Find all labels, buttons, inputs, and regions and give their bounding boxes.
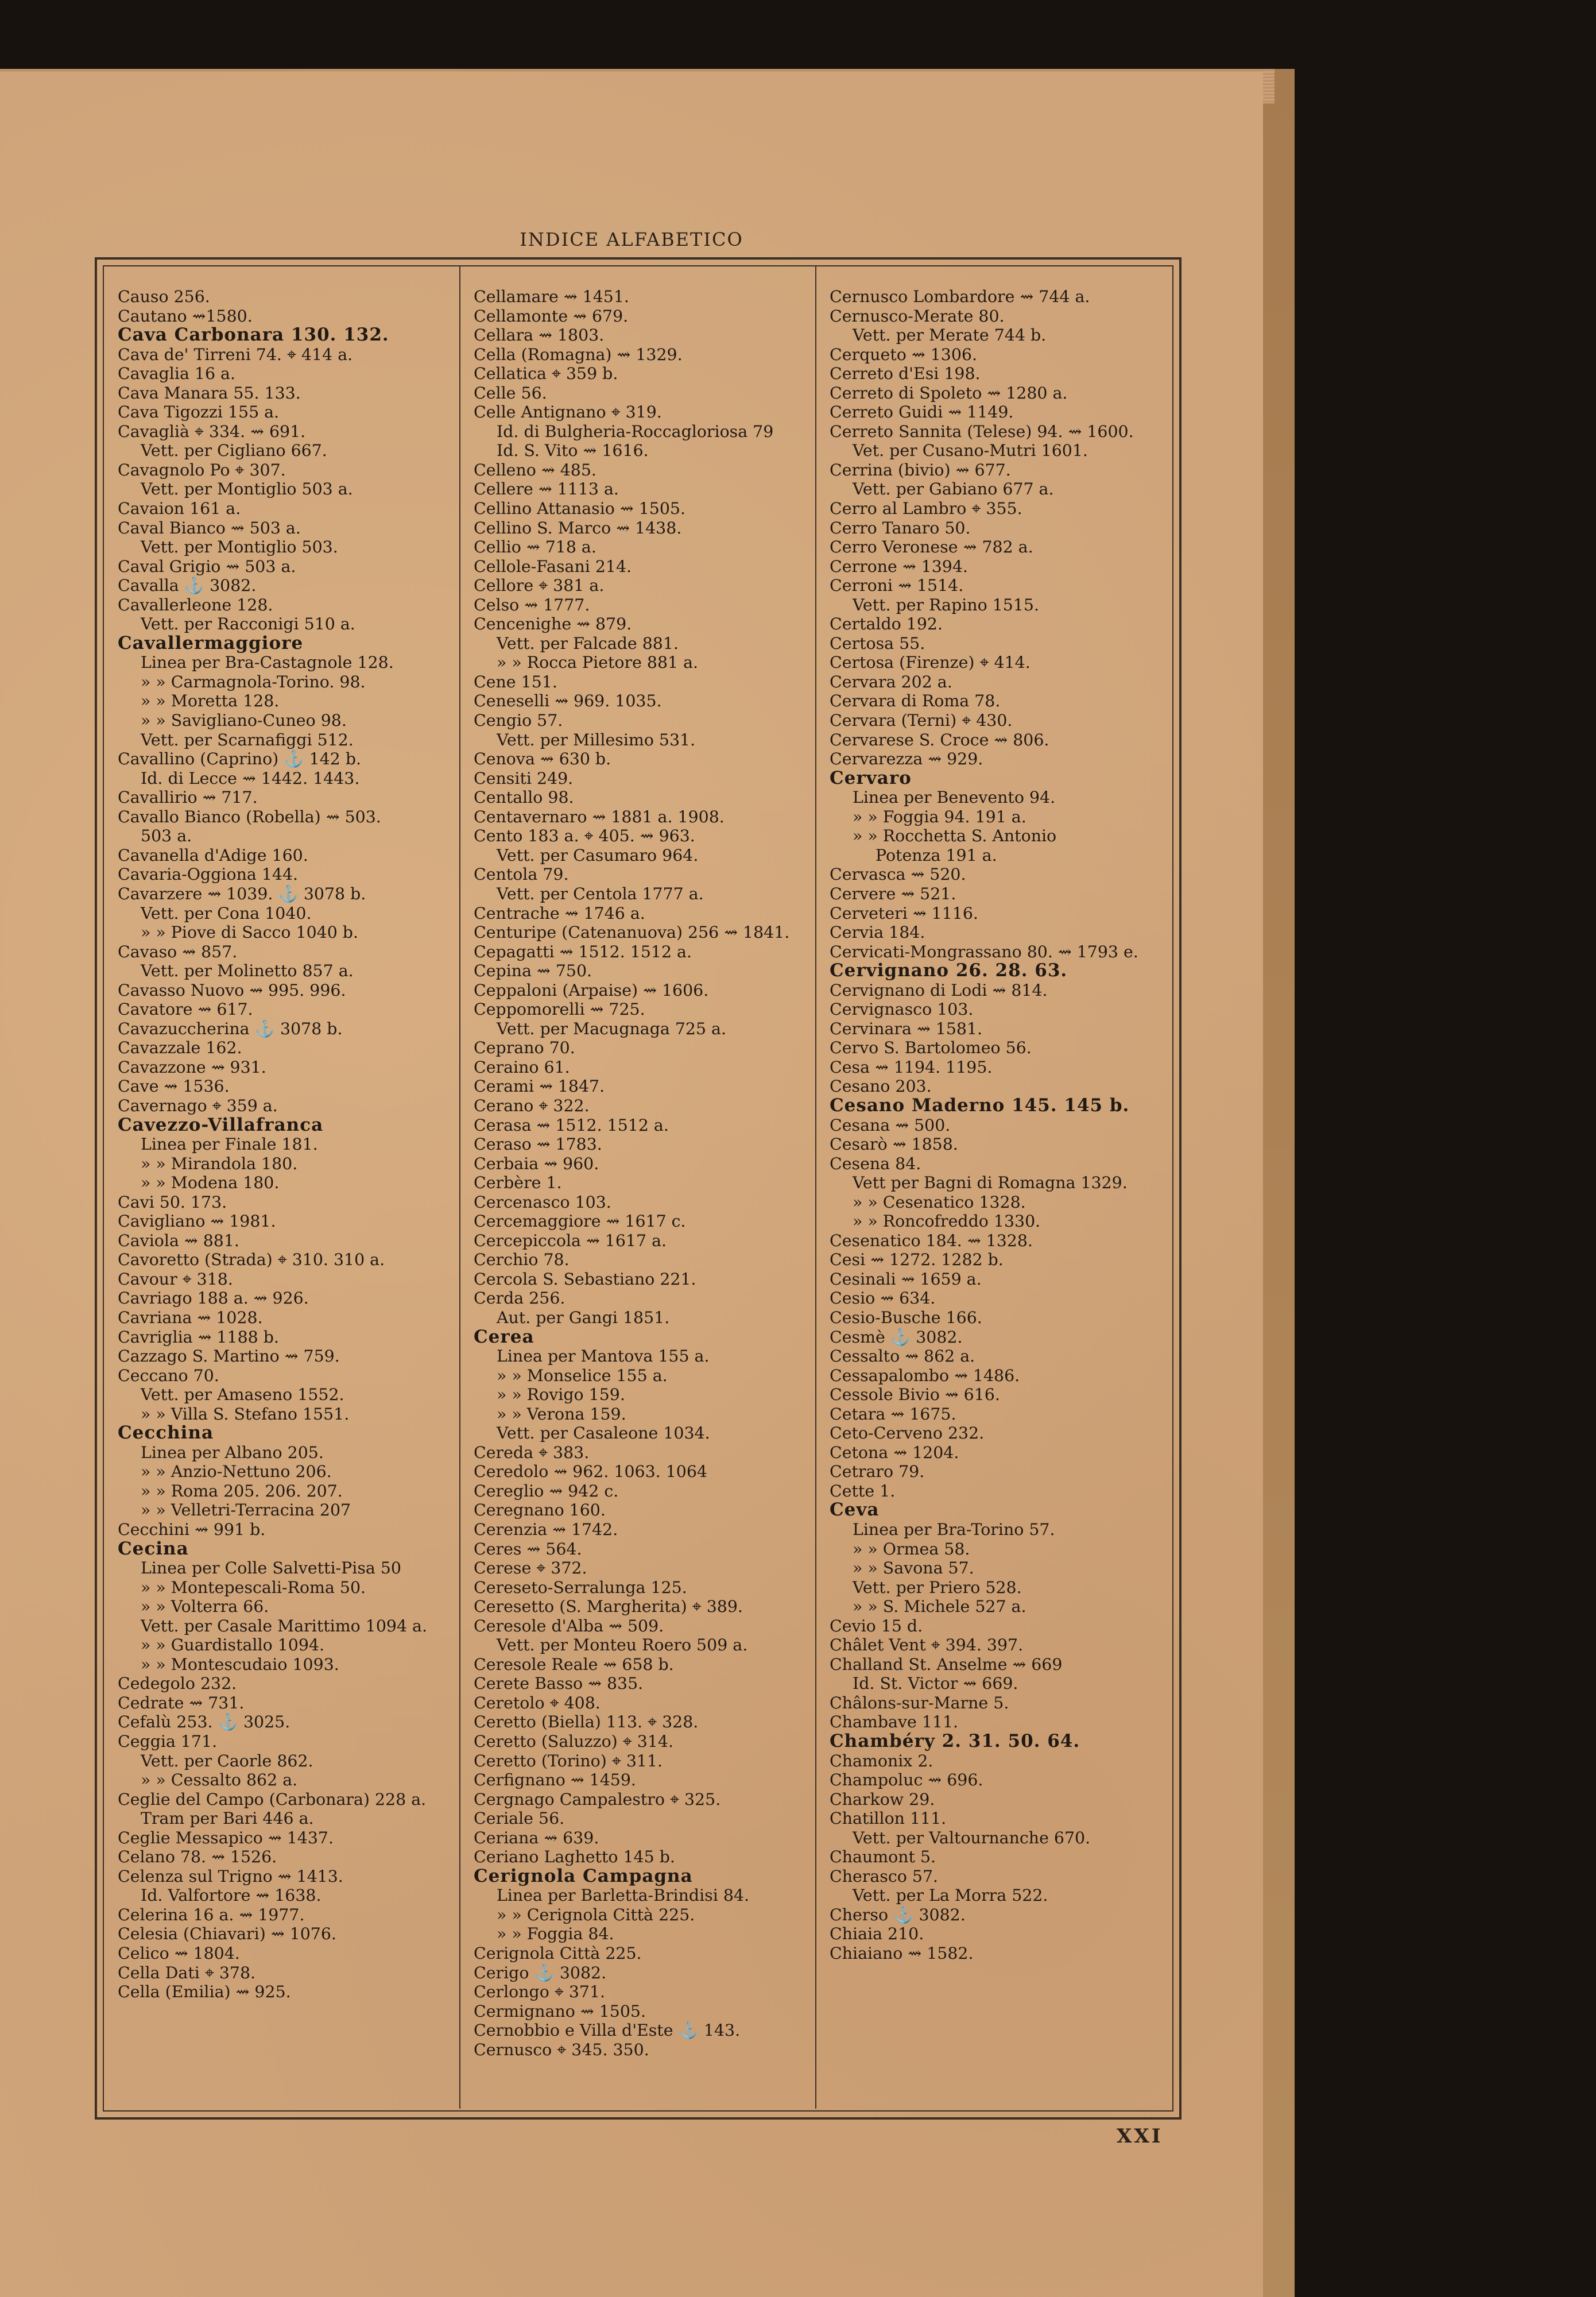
index-entry: Id. Valfortore ⇝ 1638. [141, 1886, 321, 1905]
index-entry: Centrache ⇝ 1746 a. [474, 903, 645, 923]
index-entry: Ceppomorelli ⇝ 725. [474, 1000, 645, 1019]
index-entry: Ceres ⇝ 564. [474, 1539, 582, 1559]
index-entry: Linea per Bra-Castagnole 128. [141, 653, 394, 672]
index-entry: Centavernaro ⇝ 1881 a. 1908. [474, 807, 725, 826]
index-entry: Cereseto-Serralunga 125. [474, 1577, 687, 1597]
index-entry: Vett. per Macugnaga 725 a. [497, 1019, 726, 1038]
index-entry: Cervinara ⇝ 1581. [830, 1019, 983, 1038]
index-entry: Cava Manara 55. 133. [118, 383, 301, 403]
index-entry: Linea per Finale 181. [141, 1135, 318, 1154]
index-entry: Cento 183 a. ⌖ 405. ⇝ 963. [474, 826, 695, 846]
index-entry: Celleno ⇝ 485. [474, 460, 596, 479]
index-entry: Ceretto (Saluzzo) ⌖ 314. [474, 1732, 673, 1751]
index-entry: Cavalla ⚓ 3082. [118, 576, 257, 595]
index-entry: Cellore ⌖ 381 a. [474, 576, 605, 595]
index-entry: Ceresole d'Alba ⇝ 509. [474, 1616, 664, 1635]
index-entry: Cavriana ⇝ 1028. [118, 1308, 263, 1327]
index-entry: Cetraro 79. [830, 1462, 925, 1482]
index-entry: Cervara (Terni) ⌖ 430. [830, 711, 1013, 730]
index-entry: Cellara ⇝ 1803. [474, 326, 605, 345]
index-entry: Vett. per Falcade 881. [497, 633, 679, 653]
index-entry: » » Savona 57. [853, 1559, 974, 1578]
index-entry: Cellamare ⇝ 1451. [474, 287, 629, 306]
index-entry: Cerbaia ⇝ 960. [474, 1154, 599, 1173]
index-entry: Cecchini ⇝ 991 b. [118, 1520, 266, 1539]
index-column-3 [830, 287, 1174, 1963]
index-entry: » » Rocchetta S. Antonio [853, 826, 1057, 846]
index-entry: Cerro Tanaro 50. [830, 518, 971, 537]
index-entry: Cavasso Nuovo ⇝ 995. 996. [118, 980, 346, 1000]
index-entry: Ceriana ⇝ 639. [474, 1828, 599, 1847]
index-entry: Champoluc ⇝ 696. [830, 1770, 983, 1790]
index-entry: » » Montescudaio 1093. [141, 1654, 339, 1674]
index-entry: Cetona ⇝ 1204. [830, 1443, 959, 1462]
index-entry: Linea per Bra-Torino 57. [853, 1520, 1055, 1539]
index-entry: Cesmè ⚓ 3082. [830, 1327, 963, 1347]
index-entry: Vet. per Cusano-Mutri 1601. [853, 441, 1088, 461]
index-column-1 [118, 287, 462, 2002]
index-entry: Cherso ⚓ 3082. [830, 1905, 966, 1924]
index-entry: Cerbère 1. [474, 1173, 562, 1193]
index-entry: Celico ⇝ 1804. [118, 1944, 240, 1963]
index-entry: Celesia (Chiavari) ⇝ 1076. [118, 1924, 336, 1944]
index-entry: » » Roncofreddo 1330. [853, 1212, 1041, 1231]
index-entry: Cavaria-Oggiona 144. [118, 865, 299, 884]
index-entry: » » Savigliano-Cuneo 98. [141, 711, 347, 730]
index-entry: Cerda 256. [474, 1289, 565, 1308]
index-entry: Cella (Romagna) ⇝ 1329. [474, 345, 683, 364]
index-entry: Linea per Benevento 94. [853, 788, 1056, 807]
index-entry: Ceregnano 160. [474, 1501, 606, 1520]
index-entry: Cerlongo ⌖ 371. [474, 1982, 606, 2002]
index-entry: Censiti 249. [474, 768, 574, 788]
index-entry: Certaldo 192. [830, 614, 943, 634]
index-entry: Cervara 202 a. [830, 672, 952, 691]
index-entry: Cerreto Guidi ⇝ 1149. [830, 403, 1014, 422]
index-entry: Cervignano di Lodi ⇝ 814. [830, 980, 1048, 1000]
index-entry: » » Montepescali-Roma 50. [141, 1577, 366, 1597]
index-entry: Cesarò ⇝ 1858. [830, 1135, 958, 1154]
index-entry: Cessapalombo ⇝ 1486. [830, 1366, 1020, 1385]
index-entry: Ceriano Laghetto 145 b. [474, 1847, 675, 1867]
index-entry: Cavaglia 16 a. [118, 364, 236, 384]
index-entry: Cereda ⌖ 383. [474, 1443, 590, 1462]
index-entry: Cesenatico 184. ⇝ 1328. [830, 1231, 1033, 1250]
index-entry: » » Volterra 66. [141, 1597, 269, 1617]
index-entry: Cerrone ⇝ 1394. [830, 556, 968, 576]
index-entry: Vett. per Priero 528. [853, 1577, 1022, 1597]
index-entry: » » Roma 205. 206. 207. [141, 1481, 343, 1501]
index-entry: Cetara ⇝ 1675. [830, 1404, 956, 1424]
index-entry: Vett. per Molinetto 857 a. [141, 961, 354, 981]
index-entry: Cercola S. Sebastiano 221. [474, 1269, 696, 1289]
index-entry: Cerigo ⚓ 3082. [474, 1963, 607, 1982]
index-entry: Ceretolo ⌖ 408. [474, 1693, 601, 1712]
index-entry: » » Mirandola 180. [141, 1154, 298, 1173]
index-entry: Cermignano ⇝ 1505. [474, 2001, 646, 2021]
index-entry: Cervia 184. [830, 923, 925, 942]
index-entry: Cerfignano ⇝ 1459. [474, 1770, 636, 1790]
index-entry: Cavarzere ⇝ 1039. ⚓ 3078 b. [118, 884, 366, 903]
index-entry: Cercepiccola ⇝ 1617 a. [474, 1231, 667, 1250]
index-entry: Cerrina (bivio) ⇝ 677. [830, 460, 1011, 479]
index-entry: Cavatore ⇝ 617. [118, 1000, 253, 1019]
index-entry: Cesa ⇝ 1194. 1195. [830, 1057, 993, 1077]
index-entry: Ceraino 61. [474, 1057, 570, 1077]
index-entry: Cazzago S. Martino ⇝ 759. [118, 1347, 340, 1366]
index-entry: Chiaiano ⇝ 1582. [830, 1944, 974, 1963]
index-entry: Cavaion 161 a. [118, 499, 241, 519]
index-entry: Chamonix 2. [830, 1751, 933, 1770]
index-entry: Cerete Basso ⇝ 835. [474, 1674, 644, 1693]
index-entry: Cavigliano ⇝ 1981. [118, 1212, 276, 1231]
index-entry: Vett. per La Morra 522. [853, 1886, 1048, 1905]
index-entry: Centuripe (Catenanuova) 256 ⇝ 1841. [474, 923, 790, 942]
index-entry: Vett. per Centola 1777 a. [497, 884, 704, 903]
index-entry: » » Anzio-Nettuno 206. [141, 1462, 332, 1482]
index-heading: Cavezzo-Villafranca [118, 1114, 324, 1135]
index-entry: Cervasca ⇝ 520. [830, 865, 966, 884]
index-entry: Cerveteri ⇝ 1116. [830, 903, 978, 923]
index-entry: Cerignola Città 225. [474, 1944, 642, 1963]
index-entry: » » Rocca Pietore 881 a. [497, 653, 699, 672]
index-entry: » » S. Michele 527 a. [853, 1597, 1026, 1617]
index-entry: Cerro Veronese ⇝ 782 a. [830, 537, 1033, 557]
index-entry: Cellere ⇝ 1113 a. [474, 479, 619, 499]
index-entry: Vett. per Casumaro 964. [497, 845, 699, 865]
index-entry: Chiaia 210. [830, 1924, 924, 1944]
index-entry: Vett. per Valtournanche 670. [853, 1828, 1091, 1847]
index-entry: Cesena 84. [830, 1154, 921, 1173]
index-entry: Cautano ⇝1580. [118, 306, 253, 326]
index-entry: Cervarezza ⇝ 929. [830, 749, 983, 769]
index-entry: Ceresole Reale ⇝ 658 b. [474, 1654, 674, 1674]
index-entry: Cerchio 78. [474, 1250, 570, 1270]
index-entry: » » Guardistallo 1094. [141, 1635, 324, 1655]
index-heading: Ceva [830, 1499, 880, 1521]
index-entry: Vett. per Merate 744 b. [853, 326, 1047, 345]
index-entry: Cedegolo 232. [118, 1674, 237, 1693]
index-entry: Certosa 55. [830, 633, 925, 653]
index-entry: Cepina ⇝ 750. [474, 961, 592, 981]
index-entry: Linea per Colle Salvetti-Pisa 50 [141, 1559, 401, 1578]
index-entry: Cavallirio ⇝ 717. [118, 788, 258, 807]
index-column-2 [474, 287, 818, 2059]
index-entry: Cavriago 188 a. ⇝ 926. [118, 1289, 309, 1308]
index-entry: Cette 1. [830, 1481, 896, 1501]
index-entry: Charkow 29. [830, 1789, 935, 1809]
index-heading: Cesano Maderno 145. 145 b. [830, 1095, 1130, 1116]
index-entry: Cavriglia ⇝ 1188 b. [118, 1327, 279, 1347]
index-entry: Celenza sul Trigno ⇝ 1413. [118, 1866, 343, 1886]
index-entry: Celle Antignano ⌖ 319. [474, 403, 662, 422]
index-entry: Aut. per Gangi 1851. [497, 1308, 670, 1327]
index-entry: Celso ⇝ 1777. [474, 595, 590, 614]
index-entry: Cerro al Lambro ⌖ 355. [830, 499, 1022, 519]
index-entry: Celle 56. [474, 383, 547, 403]
index-entry: Chaumont 5. [830, 1847, 936, 1867]
index-entry: Cesio ⇝ 634. [830, 1289, 936, 1308]
index-entry: Vett. per Millesimo 531. [497, 730, 696, 749]
index-entry: Cernobbio e Villa d'Este ⚓ 143. [474, 2021, 741, 2040]
index-entry: Cavazuccherina ⚓ 3078 b. [118, 1019, 343, 1038]
index-entry: Cervarese S. Croce ⇝ 806. [830, 730, 1049, 749]
index-entry: Ceretto (Torino) ⌖ 311. [474, 1751, 663, 1770]
index-heading: Chambéry 2. 31. 50. 64. [830, 1731, 1080, 1752]
index-entry: Cavazzone ⇝ 931. [118, 1057, 266, 1077]
index-entry: Cellole-Fasani 214. [474, 556, 632, 576]
index-entry: Challand St. Anselme ⇝ 669 [830, 1654, 1063, 1674]
index-entry: Ceraso ⇝ 1783. [474, 1135, 602, 1154]
index-entry: Cesinali ⇝ 1659 a. [830, 1269, 982, 1289]
index-entry: Vett. per Amaseno 1552. [141, 1385, 344, 1405]
index-entry: » » Ormea 58. [853, 1539, 970, 1559]
index-entry: Cervara di Roma 78. [830, 691, 1001, 711]
index-entry: Causo 256. [118, 287, 210, 306]
index-entry: Cengio 57. [474, 711, 563, 730]
index-entry: Cerqueto ⇝ 1306. [830, 345, 977, 364]
index-entry: Vett. per Caorle 862. [141, 1751, 313, 1770]
index-entry: Linea per Barletta-Brindisi 84. [497, 1886, 749, 1905]
index-entry: » » Moretta 128. [141, 691, 280, 711]
index-entry: Cernusco ⌖ 345. 350. [474, 2040, 649, 2059]
index-entry: Cessole Bivio ⇝ 616. [830, 1385, 1000, 1405]
index-entry: Cavazzale 162. [118, 1038, 242, 1058]
index-entry: Vett. per Cigliano 667. [141, 441, 327, 461]
index-entry: Cavanella d'Adige 160. [118, 845, 308, 865]
index-entry: Ceredolo ⇝ 962. 1063. 1064 [474, 1462, 707, 1482]
index-entry: » » Foggia 94. 191 a. [853, 807, 1026, 826]
index-entry: Cesio-Busche 166. [830, 1308, 982, 1327]
index-heading: Cerea [474, 1326, 534, 1347]
index-entry: Ceprano 70. [474, 1038, 575, 1058]
index-entry: Cavi 50. 173. [118, 1192, 227, 1212]
index-entry: Cervere ⇝ 521. [830, 884, 956, 903]
index-entry: » » Cesenatico 1328. [853, 1192, 1026, 1212]
index-entry: Ceppaloni (Arpaise) ⇝ 1606. [474, 980, 709, 1000]
index-entry: Cernusco-Merate 80. [830, 306, 1005, 326]
index-entry: Chatillon 111. [830, 1809, 947, 1828]
index-entry: Potenza 191 a. [876, 845, 997, 865]
index-entry: Cene 151. [474, 672, 557, 691]
index-entry: Cave ⇝ 1536. [118, 1077, 230, 1096]
index-entry: Cellamonte ⇝ 679. [474, 306, 629, 326]
index-entry: Cencenighe ⇝ 879. [474, 614, 632, 634]
index-entry: Cepagatti ⇝ 1512. 1512 a. [474, 942, 692, 961]
index-entry: » » Rovigo 159. [497, 1385, 625, 1405]
index-entry: Cellino S. Marco ⇝ 1438. [474, 518, 682, 537]
index-entry: Id. St. Victor ⇝ 669. [853, 1674, 1018, 1693]
index-entry: » » Foggia 84. [497, 1924, 614, 1944]
index-entry: Cellio ⇝ 718 a. [474, 537, 596, 557]
index-entry: Cessalto ⇝ 862 a. [830, 1347, 975, 1366]
index-entry: Cerroni ⇝ 1514. [830, 576, 964, 595]
index-entry: Tram per Bari 446 a. [141, 1809, 314, 1828]
index-entry: Cavaso ⇝ 857. [118, 942, 238, 961]
index-entry: Cavallino (Caprino) ⚓ 142 b. [118, 749, 362, 769]
index-entry: Cerreto Sannita (Telese) 94. ⇝ 1600. [830, 421, 1134, 441]
index-entry: Cellatica ⌖ 359 b. [474, 364, 618, 384]
index-entry: Cerasa ⇝ 1512. 1512 a. [474, 1115, 669, 1135]
index-entry: Id. di Lecce ⇝ 1442. 1443. [141, 768, 360, 788]
index-entry: Id. S. Vito ⇝ 1616. [497, 441, 649, 461]
index-entry: Vett. per Casaleone 1034. [497, 1424, 710, 1443]
index-entry: Ceretto (Biella) 113. ⌖ 328. [474, 1712, 699, 1732]
index-entry: Cerenzia ⇝ 1742. [474, 1520, 618, 1539]
index-entry: Cavour ⌖ 318. [118, 1269, 233, 1289]
index-entry: Cava de' Tirreni 74. ⌖ 414 a. [118, 345, 353, 364]
index-entry: Id. di Bulgheria-Roccagloriosa 79 [497, 421, 774, 441]
index-entry: Cefalù 253. ⚓ 3025. [118, 1712, 290, 1732]
index-entry: Chambave 111. [830, 1712, 959, 1732]
index-entry: Celano 78. ⇝ 1526. [118, 1847, 277, 1867]
index-entry: Cella (Emilia) ⇝ 925. [118, 1982, 291, 2002]
index-entry: Cedrate ⇝ 731. [118, 1693, 245, 1712]
index-entry: Linea per Mantova 155 a. [497, 1347, 710, 1366]
index-entry: Ceccano 70. [118, 1366, 219, 1385]
index-entry: Cenova ⇝ 630 b. [474, 749, 611, 769]
index-entry: Cergnago Campalestro ⌖ 325. [474, 1789, 721, 1809]
index-heading: Cavallermaggiore [118, 632, 304, 653]
page-number: XXI [1117, 2125, 1163, 2148]
index-entry: Ceresetto (S. Margherita) ⌖ 389. [474, 1597, 743, 1617]
index-entry: Linea per Albano 205. [141, 1443, 324, 1462]
index-entry: Cherasco 57. [830, 1866, 939, 1886]
index-entry: » » Villa S. Stefano 1551. [141, 1404, 350, 1424]
index-entry: Cavernago ⌖ 359 a. [118, 1096, 278, 1115]
index-entry: Cerreto d'Esi 198. [830, 364, 981, 384]
index-heading: Cecchina [118, 1422, 214, 1444]
index-entry: Cernusco Lombardore ⇝ 744 a. [830, 287, 1090, 306]
index-entry: Vett. per Monteu Roero 509 a. [497, 1635, 748, 1655]
index-entry: Caviola ⇝ 881. [118, 1231, 239, 1250]
index-entry: Ceriale 56. [474, 1809, 565, 1828]
index-entry: Ceglie Messapico ⇝ 1437. [118, 1828, 334, 1847]
index-entry: Cavallo Bianco (Robella) ⇝ 503. [118, 807, 381, 826]
index-entry: Cerami ⇝ 1847. [474, 1077, 605, 1096]
index-entry: Cercemaggiore ⇝ 1617 c. [474, 1212, 686, 1231]
index-entry: Cevio 15 d. [830, 1616, 923, 1635]
index-entry: » » Monselice 155 a. [497, 1366, 668, 1385]
index-entry: Ceto-Cerveno 232. [830, 1424, 985, 1443]
index-entry: Vett. per Scarnafiggi 512. [141, 730, 354, 749]
index-entry: Cervicati-Mongrassano 80. ⇝ 1793 e. [830, 942, 1138, 961]
index-entry: Vett. per Cona 1040. [141, 903, 312, 923]
index-entry: » » Carmagnola-Torino. 98. [141, 672, 366, 691]
index-entry: Cava Tigozzi 155 a. [118, 403, 280, 422]
index-entry: Caval Bianco ⇝ 503 a. [118, 518, 301, 537]
index-entry: Vett. per Montiglio 503. [141, 537, 338, 557]
index-entry: Cella Dati ⌖ 378. [118, 1963, 256, 1982]
index-entry: Châlons-sur-Marne 5. [830, 1693, 1009, 1712]
index-entry: Ceneselli ⇝ 969. 1035. [474, 691, 662, 711]
index-entry: Cereglio ⇝ 942 c. [474, 1481, 619, 1501]
index-entry: Centallo 98. [474, 788, 574, 807]
index-heading: Cava Carbonara 130. 132. [118, 324, 389, 346]
index-entry: Cavoretto (Strada) ⌖ 310. 310 a. [118, 1250, 385, 1270]
index-entry: Vett. per Racconigi 510 a. [141, 614, 355, 634]
index-entry: Vett. per Casale Marittimo 1094 a. [141, 1616, 427, 1635]
index-entry: Châlet Vent ⌖ 394. 397. [830, 1635, 1024, 1655]
index-entry: Vett. per Montiglio 503 a. [141, 479, 353, 499]
index-heading: Cervignano 26. 28. 63. [830, 960, 1068, 981]
index-entry: Cesi ⇝ 1272. 1282 b. [830, 1250, 1004, 1270]
index-entry: Cesana ⇝ 500. [830, 1115, 951, 1135]
index-entry: Cerese ⌖ 372. [474, 1559, 587, 1578]
index-heading: Cervaro [830, 767, 912, 788]
running-head: INDICE ALFABETICO [520, 229, 743, 250]
index-entry: » » Cerignola Città 225. [497, 1905, 695, 1924]
index-entry: Vett. per Rapino 1515. [853, 595, 1040, 614]
index-entry: Vett. per Gabiano 677 a. [853, 479, 1054, 499]
index-entry: Ceggia 171. [118, 1732, 218, 1751]
index-entry: Centola 79. [474, 865, 569, 884]
index-entry: Vett per Bagni di Romagna 1329. [853, 1173, 1128, 1193]
index-entry: Cervignasco 103. [830, 1000, 974, 1019]
index-entry: Cesano 203. [830, 1077, 932, 1096]
index-entry: » » Modena 180. [141, 1173, 280, 1193]
index-entry: Cellino Attanasio ⇝ 1505. [474, 499, 685, 519]
index-entry: 503 a. [141, 826, 192, 846]
index-heading: Cerignola Campagna [474, 1865, 693, 1886]
index-entry: Caval Grigio ⇝ 503 a. [118, 556, 296, 576]
index-entry: Cavallerleone 128. [118, 595, 273, 614]
index-entry: » » Verona 159. [497, 1404, 626, 1424]
index-entry: » » Cessalto 862 a. [141, 1770, 298, 1790]
index-entry: Cavagnolo Po ⌖ 307. [118, 460, 286, 479]
index-entry: Cervo S. Bartolomeo 56. [830, 1038, 1032, 1058]
index-entry: Celerina 16 a. ⇝ 1977. [118, 1905, 305, 1924]
index-entry: Cavaglià ⌖ 334. ⇝ 691. [118, 421, 306, 441]
index-entry: » » Piove di Sacco 1040 b. [141, 923, 358, 942]
index-entry: Cerano ⌖ 322. [474, 1096, 590, 1115]
index-entry: Cerreto di Spoleto ⇝ 1280 a. [830, 383, 1068, 403]
index-entry: Certosa (Firenze) ⌖ 414. [830, 653, 1031, 672]
index-entry: Cercenasco 103. [474, 1192, 611, 1212]
index-heading: Cecina [118, 1538, 189, 1559]
index-entry: » » Velletri-Terracina 207 [141, 1501, 351, 1520]
index-entry: Ceglie del Campo (Carbonara) 228 a. [118, 1789, 427, 1809]
